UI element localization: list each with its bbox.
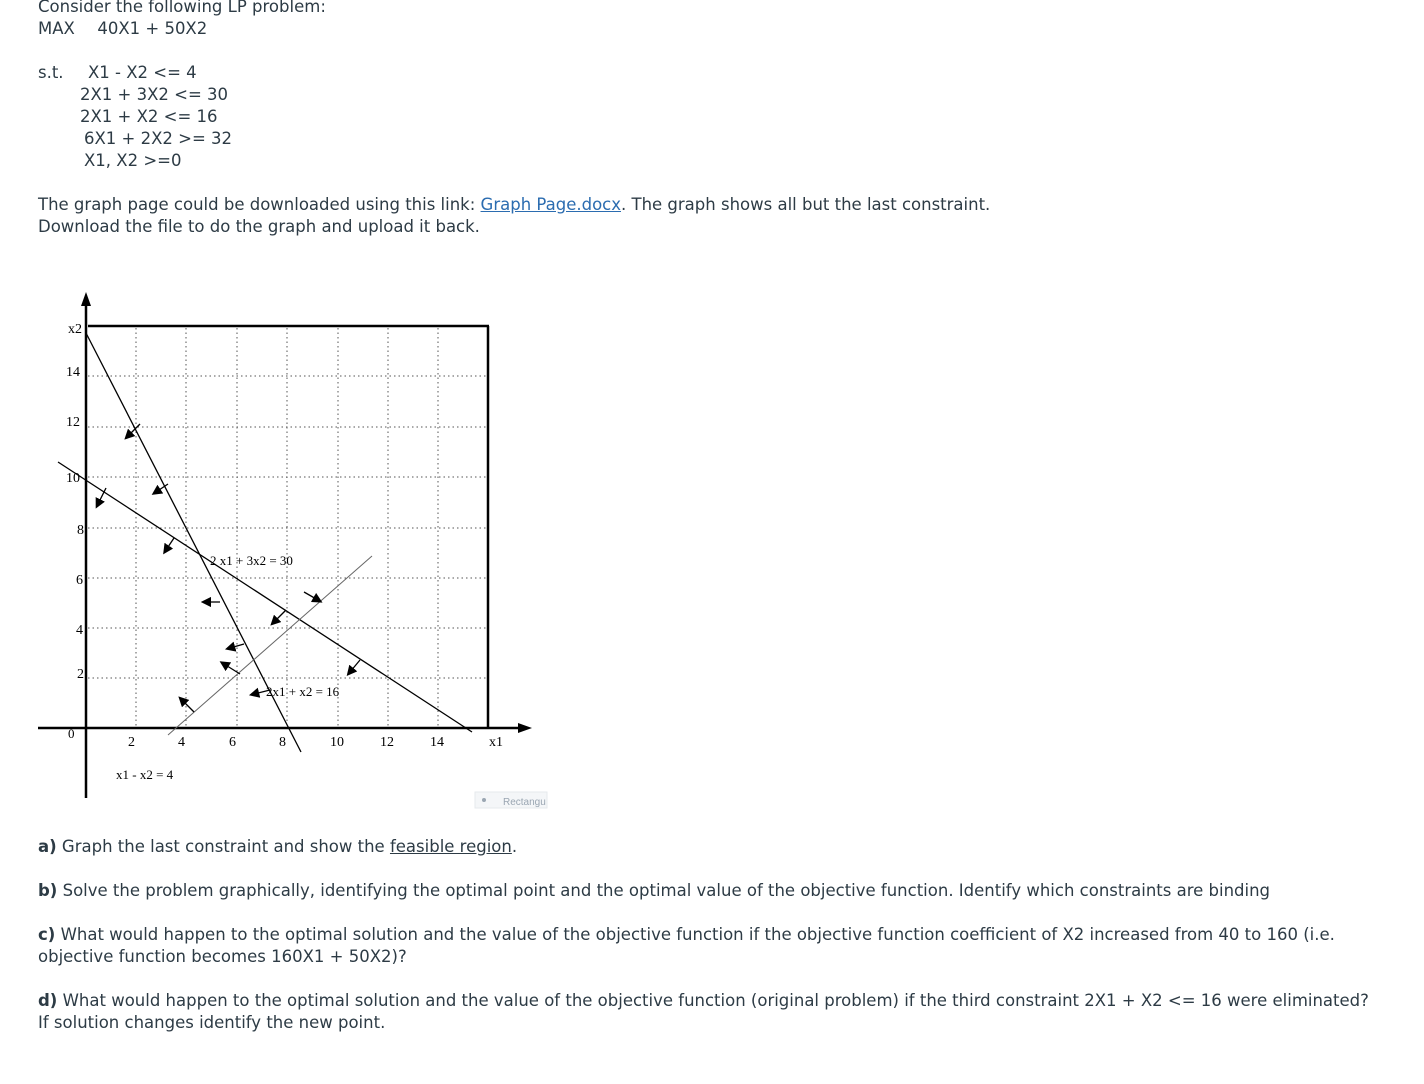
question-c-text: What would happen to the optimal solution and the value of the objective function if the objective function coefficient of X2 increased from 40 to 160 (i.e. objective function becomes 160X1 + 50X2)? — [38, 925, 1335, 966]
x-tick-14: 14 — [430, 735, 444, 750]
question-a — [38, 836, 1408, 858]
objective-function: 40X1 + 50X2 — [97, 19, 208, 38]
constraint-1: X1 - X2 <= 4 — [88, 63, 197, 82]
y-tick-12: 12 — [66, 415, 80, 430]
graph-note-after: . The graph shows all but the last constraint. — [621, 195, 991, 214]
x-tick-4: 4 — [178, 735, 185, 750]
graph-note-line2: Download the file to do the graph and upload it back. — [38, 217, 480, 236]
graph-note-before: The graph page could be downloaded using this link: — [38, 195, 481, 214]
shape-caption: Rectangu — [503, 797, 546, 808]
objective-label: MAX — [38, 19, 75, 38]
y-tick-4: 4 — [76, 623, 83, 638]
feasible-region-link[interactable]: feasible region — [389, 837, 512, 856]
y-tick-10: 10 — [66, 471, 80, 486]
grid-horizontal — [88, 376, 488, 678]
question-d-label: d) — [38, 991, 58, 1010]
direction-arrows — [98, 424, 360, 712]
label-2x1-x2: 2x1 + x2 = 16 — [266, 684, 340, 699]
constraint-4: 6X1 + 2X2 >= 32 — [84, 129, 233, 148]
x-tick-8: 8 — [279, 735, 286, 750]
question-d — [38, 990, 1378, 1034]
question-b-label: b) — [38, 881, 58, 900]
y-tick-14: 14 — [66, 365, 80, 380]
question-c — [38, 924, 1408, 968]
question-a-label: a) — [38, 837, 57, 856]
question-b — [38, 880, 1408, 902]
question-b-text: Solve the problem graphically, identifying the optimal point and the optimal value of the objective function. Identify which constraints are binding — [57, 881, 1271, 900]
x-tick-2: 2 — [128, 735, 135, 750]
y-axis-label: x2 — [68, 322, 82, 337]
constraint-3: 2X1 + X2 <= 16 — [80, 107, 218, 126]
x-axis-label: x1 — [489, 735, 503, 750]
x-axis-arrow — [518, 723, 532, 733]
question-c-label: c) — [38, 925, 56, 944]
x-tick-10: 10 — [330, 735, 344, 750]
y-tick-2: 2 — [77, 667, 84, 682]
constraint-2: 2X1 + 3X2 <= 30 — [80, 85, 229, 104]
question-a-text: Graph the last constraint and show the — [56, 837, 390, 856]
question-a-end: . — [511, 837, 518, 856]
constraint-nonneg: X1, X2 >=0 — [84, 151, 182, 170]
x-tick-6: 6 — [229, 735, 236, 750]
graph-page-link[interactable]: Graph Page.docx — [480, 195, 621, 214]
y-tick-8: 8 — [77, 523, 84, 538]
st-label: s.t. — [38, 63, 64, 82]
constraint-line-x1-x2 — [168, 556, 372, 735]
y-tick-6: 6 — [76, 573, 83, 588]
label-x1-x2: x1 - x2 = 4 — [116, 767, 174, 782]
origin-label: 0 — [68, 726, 75, 741]
question-d-text: What would happen to the optimal solution and the value of the objective function (original problem) if the third constraint 2X1 + X2 <= 16 were eliminated? If solution changes identify the new point. — [38, 991, 1369, 1032]
shape-caption-dot — [482, 798, 486, 802]
x-tick-12: 12 — [380, 735, 394, 750]
lp-graph — [0, 0, 600, 830]
label-2x1-3x2: 2 x1 + 3x2 = 30 — [210, 553, 293, 568]
intro-text: Consider the following LP problem: — [38, 0, 326, 16]
y-axis-arrow — [81, 292, 91, 306]
